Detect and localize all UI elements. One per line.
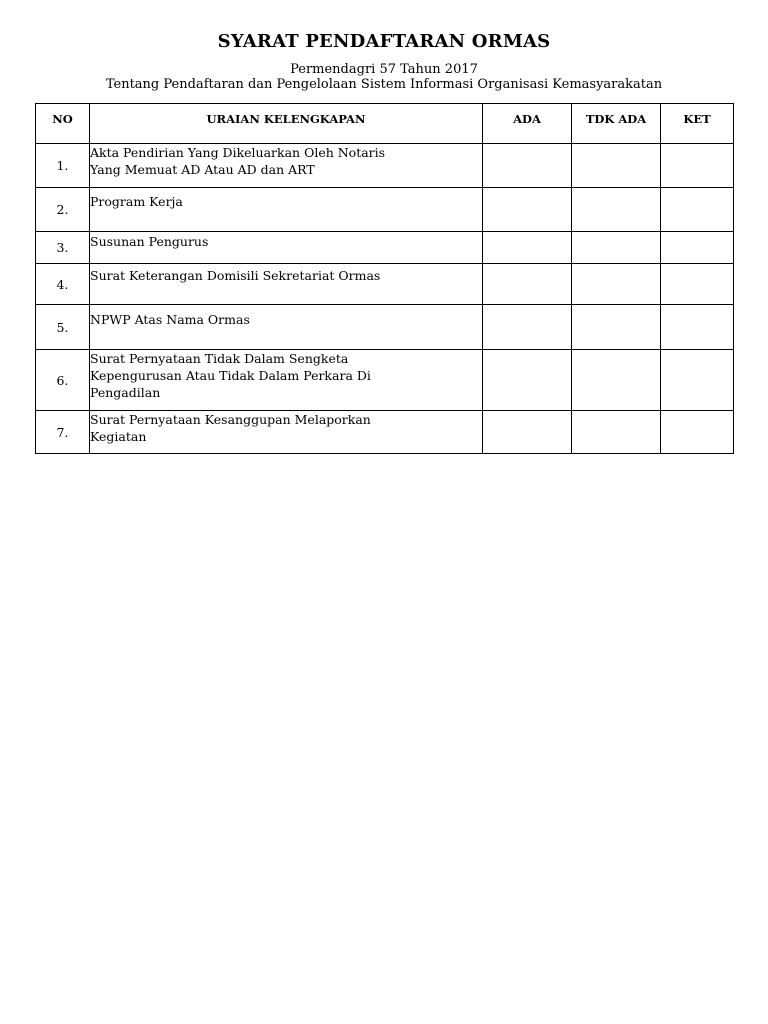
row-number: 3. (36, 232, 90, 264)
row-description-line: Surat Pernyataan Kesanggupan Melaporkan (90, 412, 371, 427)
row-description-line: Kegiatan (90, 429, 147, 444)
cell-ada[interactable] (483, 232, 572, 264)
row-description-line: Kepengurusan Atau Tidak Dalam Perkara Di (90, 368, 371, 383)
document-title: SYARAT PENDAFTARAN ORMAS (217, 31, 551, 52)
cell-tdk-ada[interactable] (572, 411, 661, 454)
cell-ket[interactable] (661, 232, 734, 264)
row-number: 6. (36, 350, 90, 411)
table-row (36, 232, 734, 264)
cell-ket[interactable] (661, 144, 734, 188)
cell-ket[interactable] (661, 264, 734, 305)
cell-ada[interactable] (483, 305, 572, 350)
row-number: 7. (36, 411, 90, 454)
header-description: URAIAN KELENGKAPAN (90, 104, 483, 144)
cell-tdk-ada[interactable] (572, 350, 661, 411)
table-row (36, 411, 734, 454)
cell-ket[interactable] (661, 305, 734, 350)
row-description (90, 188, 483, 232)
cell-ada[interactable] (483, 411, 572, 454)
cell-tdk-ada[interactable] (572, 232, 661, 264)
row-description (90, 264, 483, 305)
requirements-checklist-table (35, 103, 734, 454)
table-header-row (36, 104, 734, 144)
document-subtitle-description: Tentang Pendaftaran dan Pengelolaan Sistem Informasi Organisasi Kemasyarakatan (105, 77, 663, 92)
row-description (90, 305, 483, 350)
table-row (36, 350, 734, 411)
header-ket: KET (661, 104, 734, 144)
table-row (36, 144, 734, 188)
cell-ket[interactable] (661, 411, 734, 454)
row-description (90, 144, 483, 188)
cell-tdk-ada[interactable] (572, 188, 661, 232)
row-description (90, 411, 483, 454)
row-number: 4. (36, 264, 90, 305)
row-description (90, 350, 483, 411)
row-description-line: Susunan Pengurus (90, 234, 209, 249)
row-description-line: Akta Pendirian Yang Dikeluarkan Oleh Notaris (90, 145, 386, 160)
cell-ket[interactable] (661, 350, 734, 411)
table-row (36, 264, 734, 305)
row-description-line: Pengadilan (90, 385, 161, 400)
row-description-line: Yang Memuat AD Atau AD dan ART (90, 162, 315, 177)
document-subtitle-regulation: Permendagri 57 Tahun 2017 (290, 62, 478, 77)
cell-ada[interactable] (483, 188, 572, 232)
cell-ada[interactable] (483, 144, 572, 188)
header-no: NO (36, 104, 90, 144)
row-description (90, 232, 483, 264)
table-row (36, 188, 734, 232)
row-number: 5. (36, 305, 90, 350)
cell-tdk-ada[interactable] (572, 264, 661, 305)
header-tdk-ada: TDK ADA (572, 104, 661, 144)
cell-ada[interactable] (483, 264, 572, 305)
table-row (36, 305, 734, 350)
row-description-line: NPWP Atas Nama Ormas (90, 312, 250, 327)
row-description-line: Program Kerja (90, 194, 183, 209)
cell-ada[interactable] (483, 350, 572, 411)
row-description-line: Surat Keterangan Domisili Sekretariat Ormas (90, 268, 381, 283)
cell-tdk-ada[interactable] (572, 305, 661, 350)
cell-ket[interactable] (661, 188, 734, 232)
row-description-line: Surat Pernyataan Tidak Dalam Sengketa (90, 351, 349, 366)
header-ada: ADA (483, 104, 572, 144)
cell-tdk-ada[interactable] (572, 144, 661, 188)
row-number: 2. (36, 188, 90, 232)
row-number: 1. (36, 144, 90, 188)
